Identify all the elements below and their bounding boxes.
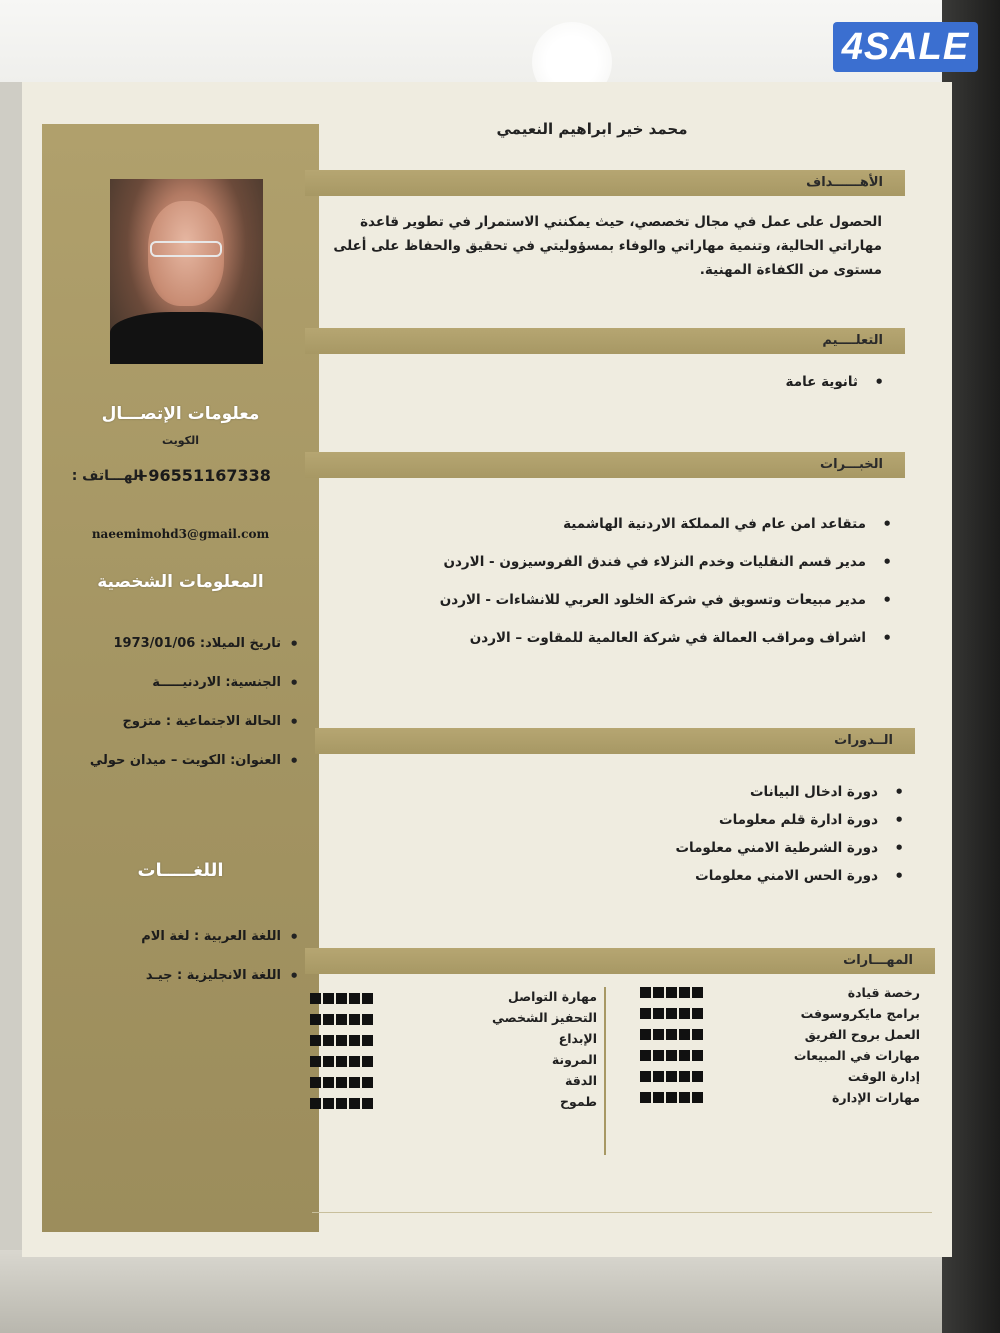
skill-rating [310,1030,373,1051]
rating-block [310,1014,321,1025]
skill-rating [310,1093,373,1114]
profile-photo [110,179,263,364]
experience-heading-bar: الخبـــرات [305,452,905,478]
rating-block [666,987,677,998]
skill-rating [640,1003,703,1024]
phone-bezel-left [0,82,22,1333]
rating-block [679,1092,690,1103]
rating-block [310,1077,321,1088]
skills-heading-bar: المهـــارات [305,948,935,974]
rating-block [679,1008,690,1019]
rating-block [362,1077,373,1088]
contact-country: الكويت [162,434,199,447]
list-item: • العنوان: الكويت – ميدان حولي [59,753,299,768]
rating-block [362,1035,373,1046]
rating-block [692,987,703,998]
rating-block [310,1035,321,1046]
list-item: • دورة ادخال البيانات [675,784,904,800]
rating-block [679,1029,690,1040]
list-item: • ثانوية عامة [786,374,884,390]
rating-block [653,1092,664,1103]
rating-block [640,987,651,998]
rating-block [336,1098,347,1109]
rating-block [679,987,690,998]
rating-block [310,993,321,1004]
list-item: • دورة الحس الامني معلومات [675,868,904,884]
education-heading-bar: التعلــــيم [305,328,905,354]
resume-sidebar [42,124,319,1232]
rating-block [362,1098,373,1109]
objectives-text: الحصول على عمل في مجال تخصصي، حيث يمكنني الاستمرار في تطوير قاعدة مهاراتي الحالية، وتنمية مهاراتي والوفاء بمسؤوليتي في تحقيق والحفاظ على أعلى مستوى من الكفاءة المهنية. [333,214,882,278]
phone-bottom-area [0,1250,1000,1333]
skills-left-ratings [310,988,373,1114]
rating-block [336,1035,347,1046]
skill-rating [640,1087,703,1108]
rating-block [692,1029,703,1040]
resume-page [22,82,952,1257]
skill-name: إدارة الوقت [847,1069,920,1084]
rating-block [640,1092,651,1103]
skills-left-list [492,986,597,1112]
list-item: • مدير مبيعات وتسويق في شركة الخلود العربي للانشاءات - الاردن [440,592,892,608]
languages-heading: اللغـــــات [137,860,224,881]
rating-block [323,993,334,1004]
rating-block [692,1008,703,1019]
personal-info-heading: المعلومات الشخصية [97,572,264,592]
rating-block [362,1014,373,1025]
rating-block [653,1050,664,1061]
courses-list [675,784,904,884]
rating-block [323,1035,334,1046]
skills-right-ratings [640,982,703,1108]
rating-block [349,1056,360,1067]
rating-block [310,1098,321,1109]
personal-info-list [59,636,299,792]
rating-block [666,1029,677,1040]
rating-block [362,1056,373,1067]
skill-name: برامج مايكروسوفت [800,1006,920,1021]
rating-block [679,1071,690,1082]
skills-divider [604,987,606,1155]
rating-block [640,1008,651,1019]
skill-name: رخصة قيادة [847,985,920,1000]
skill-rating [640,1066,703,1087]
rating-block [666,1050,677,1061]
phone-label: الهـــاتف : [71,468,143,484]
rating-block [692,1092,703,1103]
rating-block [349,993,360,1004]
4sale-logo: 4SALE [833,22,978,72]
skill-name: العمل بروح الفريق [804,1027,920,1042]
rating-block [666,1071,677,1082]
skill-rating [640,982,703,1003]
skill-name: مهارة التواصل [507,989,597,1004]
rating-block [640,1029,651,1040]
rating-block [692,1050,703,1061]
rating-block [653,1029,664,1040]
objectives-heading-bar: الأهــــــداف [305,170,905,196]
skill-rating [310,988,373,1009]
rating-block [349,1098,360,1109]
rating-block [336,1014,347,1025]
skills-right-list [794,982,920,1108]
skill-name: الإبداع [558,1031,597,1046]
skill-rating [310,1072,373,1093]
email-address: naeemimohd3@gmail.com [91,527,270,541]
rating-block [653,987,664,998]
skill-rating [640,1045,703,1066]
experience-list [440,516,892,646]
rating-block [323,1014,334,1025]
rating-block [653,1071,664,1082]
rating-block [349,1035,360,1046]
rating-block [640,1071,651,1082]
rating-block [692,1071,703,1082]
list-item: • مدير قسم النقليات وخدم النزلاء في فندق الفروسيزون - الاردن [440,554,892,570]
education-list [786,374,884,390]
skill-rating [310,1051,373,1072]
resume-name: محمد خير ابراهيم النعيمي [496,120,688,138]
list-item: • دورة الشرطية الامني معلومات [675,840,904,856]
rating-block [640,1050,651,1061]
skill-name: المرونة [551,1052,597,1067]
skill-rating [640,1024,703,1045]
skill-name: التحفيز الشخصي [492,1010,597,1025]
list-item: • تاريخ الميلاد: 1973/01/06 [59,636,299,651]
list-item: • اشراف ومراقب العمالة في شركة العالمية للمقاوت – الاردن [440,630,892,646]
skill-name: طموح [560,1094,597,1109]
rating-block [666,1092,677,1103]
courses-heading-bar: الــدورات [315,728,915,754]
rating-block [310,1056,321,1067]
skill-name: الدقة [565,1073,597,1088]
skill-name: مهارات في المبيعات [793,1048,920,1063]
rating-block [336,993,347,1004]
rating-block [679,1050,690,1061]
rating-block [362,993,373,1004]
rating-block [336,1056,347,1067]
contact-heading: معلومات الإتصـــال [101,404,260,424]
languages-list [59,929,299,1007]
skill-name: مهارات الإدارة [832,1090,920,1105]
rating-block [653,1008,664,1019]
phone-number: +96551167338 [135,466,271,485]
rating-block [323,1098,334,1109]
list-item: • دورة ادارة قلم معلومات [675,812,904,828]
skill-rating [310,1009,373,1030]
rating-block [336,1077,347,1088]
list-item: • اللغة الانجليزية : جيـد [59,968,299,983]
rating-block [349,1014,360,1025]
bottom-divider [312,1212,932,1213]
rating-block [666,1008,677,1019]
rating-block [323,1077,334,1088]
list-item: • متقاعد امن عام في المملكة الاردنية الهاشمية [440,516,892,532]
rating-block [323,1056,334,1067]
list-item: • اللغة العربية : لغة الام [59,929,299,944]
list-item: • الحالة الاجتماعية : متزوج [59,714,299,729]
list-item: • الجنسية: الاردنيـــــة [59,675,299,690]
rating-block [349,1077,360,1088]
